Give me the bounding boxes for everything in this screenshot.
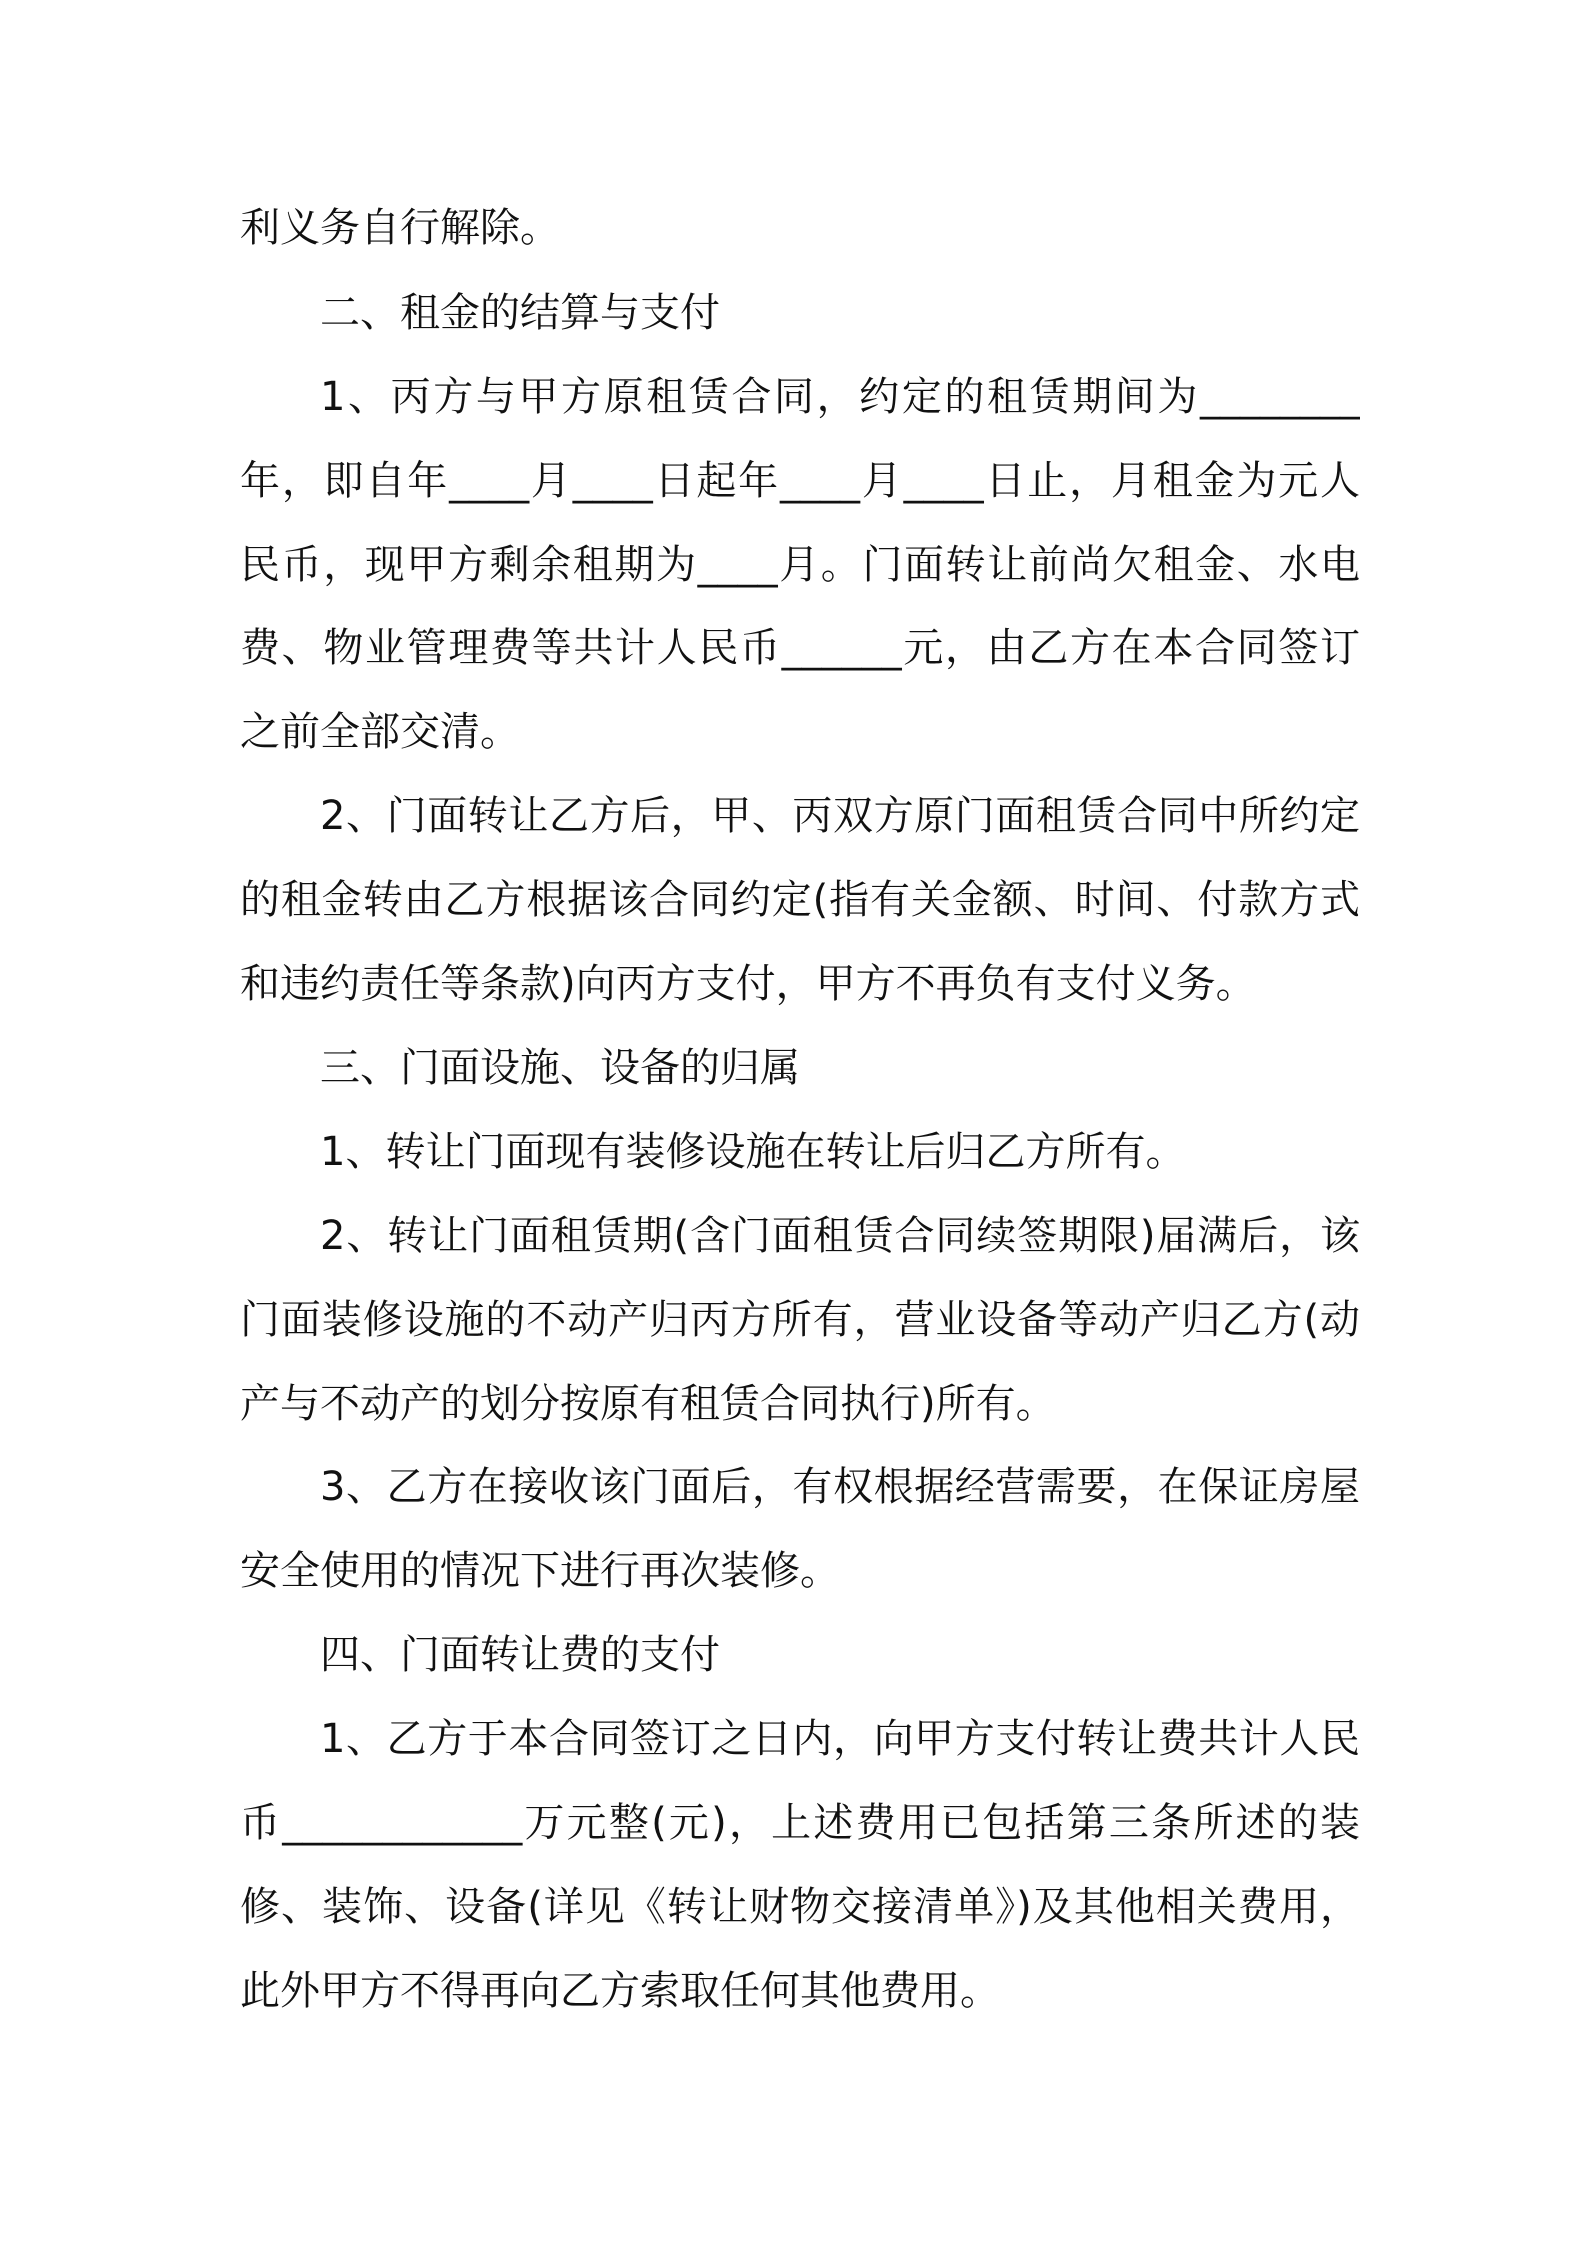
section-heading-transfer-fee: 四、门面转让费的支付: [320, 1632, 720, 1678]
clause-4-1-line-2: 币____________万元整(元)，上述费用已包括第三条所述的装: [240, 1800, 1360, 1846]
clause-2-1-line-2: 年，即自年____月____日起年____月____日止，月租金为元人: [240, 458, 1360, 504]
clause-3-2-line-2: 门面装修设施的不动产归丙方所有，营业设备等动产归乙方(动: [240, 1297, 1360, 1343]
clause-4-1-line-1: 1、乙方于本合同签订之日内，向甲方支付转让费共计人民: [320, 1716, 1360, 1762]
clause-3-2-line-1: 2、转让门面租赁期(含门面租赁合同续签期限)届满后，该: [320, 1213, 1360, 1259]
clause-2-1-line-1: 1、丙方与甲方原租赁合同，约定的租赁期间为________: [320, 374, 1360, 420]
clause-3-1: 1、转让门面现有装修设施在转让后归乙方所有。: [320, 1129, 1186, 1175]
clause-2-1-line-3: 民币，现甲方剩余租期为____月。门面转让前尚欠租金、水电: [240, 542, 1360, 588]
paragraph-continuation-line: 利义务自行解除。: [240, 205, 560, 251]
clause-4-1-line-3: 修、装饰、设备(详见《转让财物交接清单》)及其他相关费用，: [240, 1884, 1360, 1930]
section-heading-rent-settlement: 二、租金的结算与支付: [320, 290, 720, 336]
clause-2-2-line-3: 和违约责任等条款)向丙方支付，甲方不再负有支付义务。: [240, 961, 1256, 1007]
clause-3-3-line-2: 安全使用的情况下进行再次装修。: [240, 1548, 840, 1594]
clause-2-1-line-5: 之前全部交清。: [240, 709, 520, 755]
clause-3-2-line-3: 产与不动产的划分按原有租赁合同执行)所有。: [240, 1381, 1056, 1427]
clause-2-1-line-4: 费、物业管理费等共计人民币______元，由乙方在本合同签订: [240, 625, 1360, 671]
clause-2-2-line-2: 的租金转由乙方根据该合同约定(指有关金额、时间、付款方式: [240, 877, 1360, 923]
clause-4-1-line-4: 此外甲方不得再向乙方索取任何其他费用。: [240, 1968, 1000, 2014]
clause-2-2-line-1: 2、门面转让乙方后，甲、丙双方原门面租赁合同中所约定: [320, 793, 1360, 839]
clause-3-3-line-1: 3、乙方在接收该门面后，有权根据经营需要，在保证房屋: [320, 1464, 1360, 1510]
section-heading-facilities-ownership: 三、门面设施、设备的归属: [320, 1045, 800, 1091]
